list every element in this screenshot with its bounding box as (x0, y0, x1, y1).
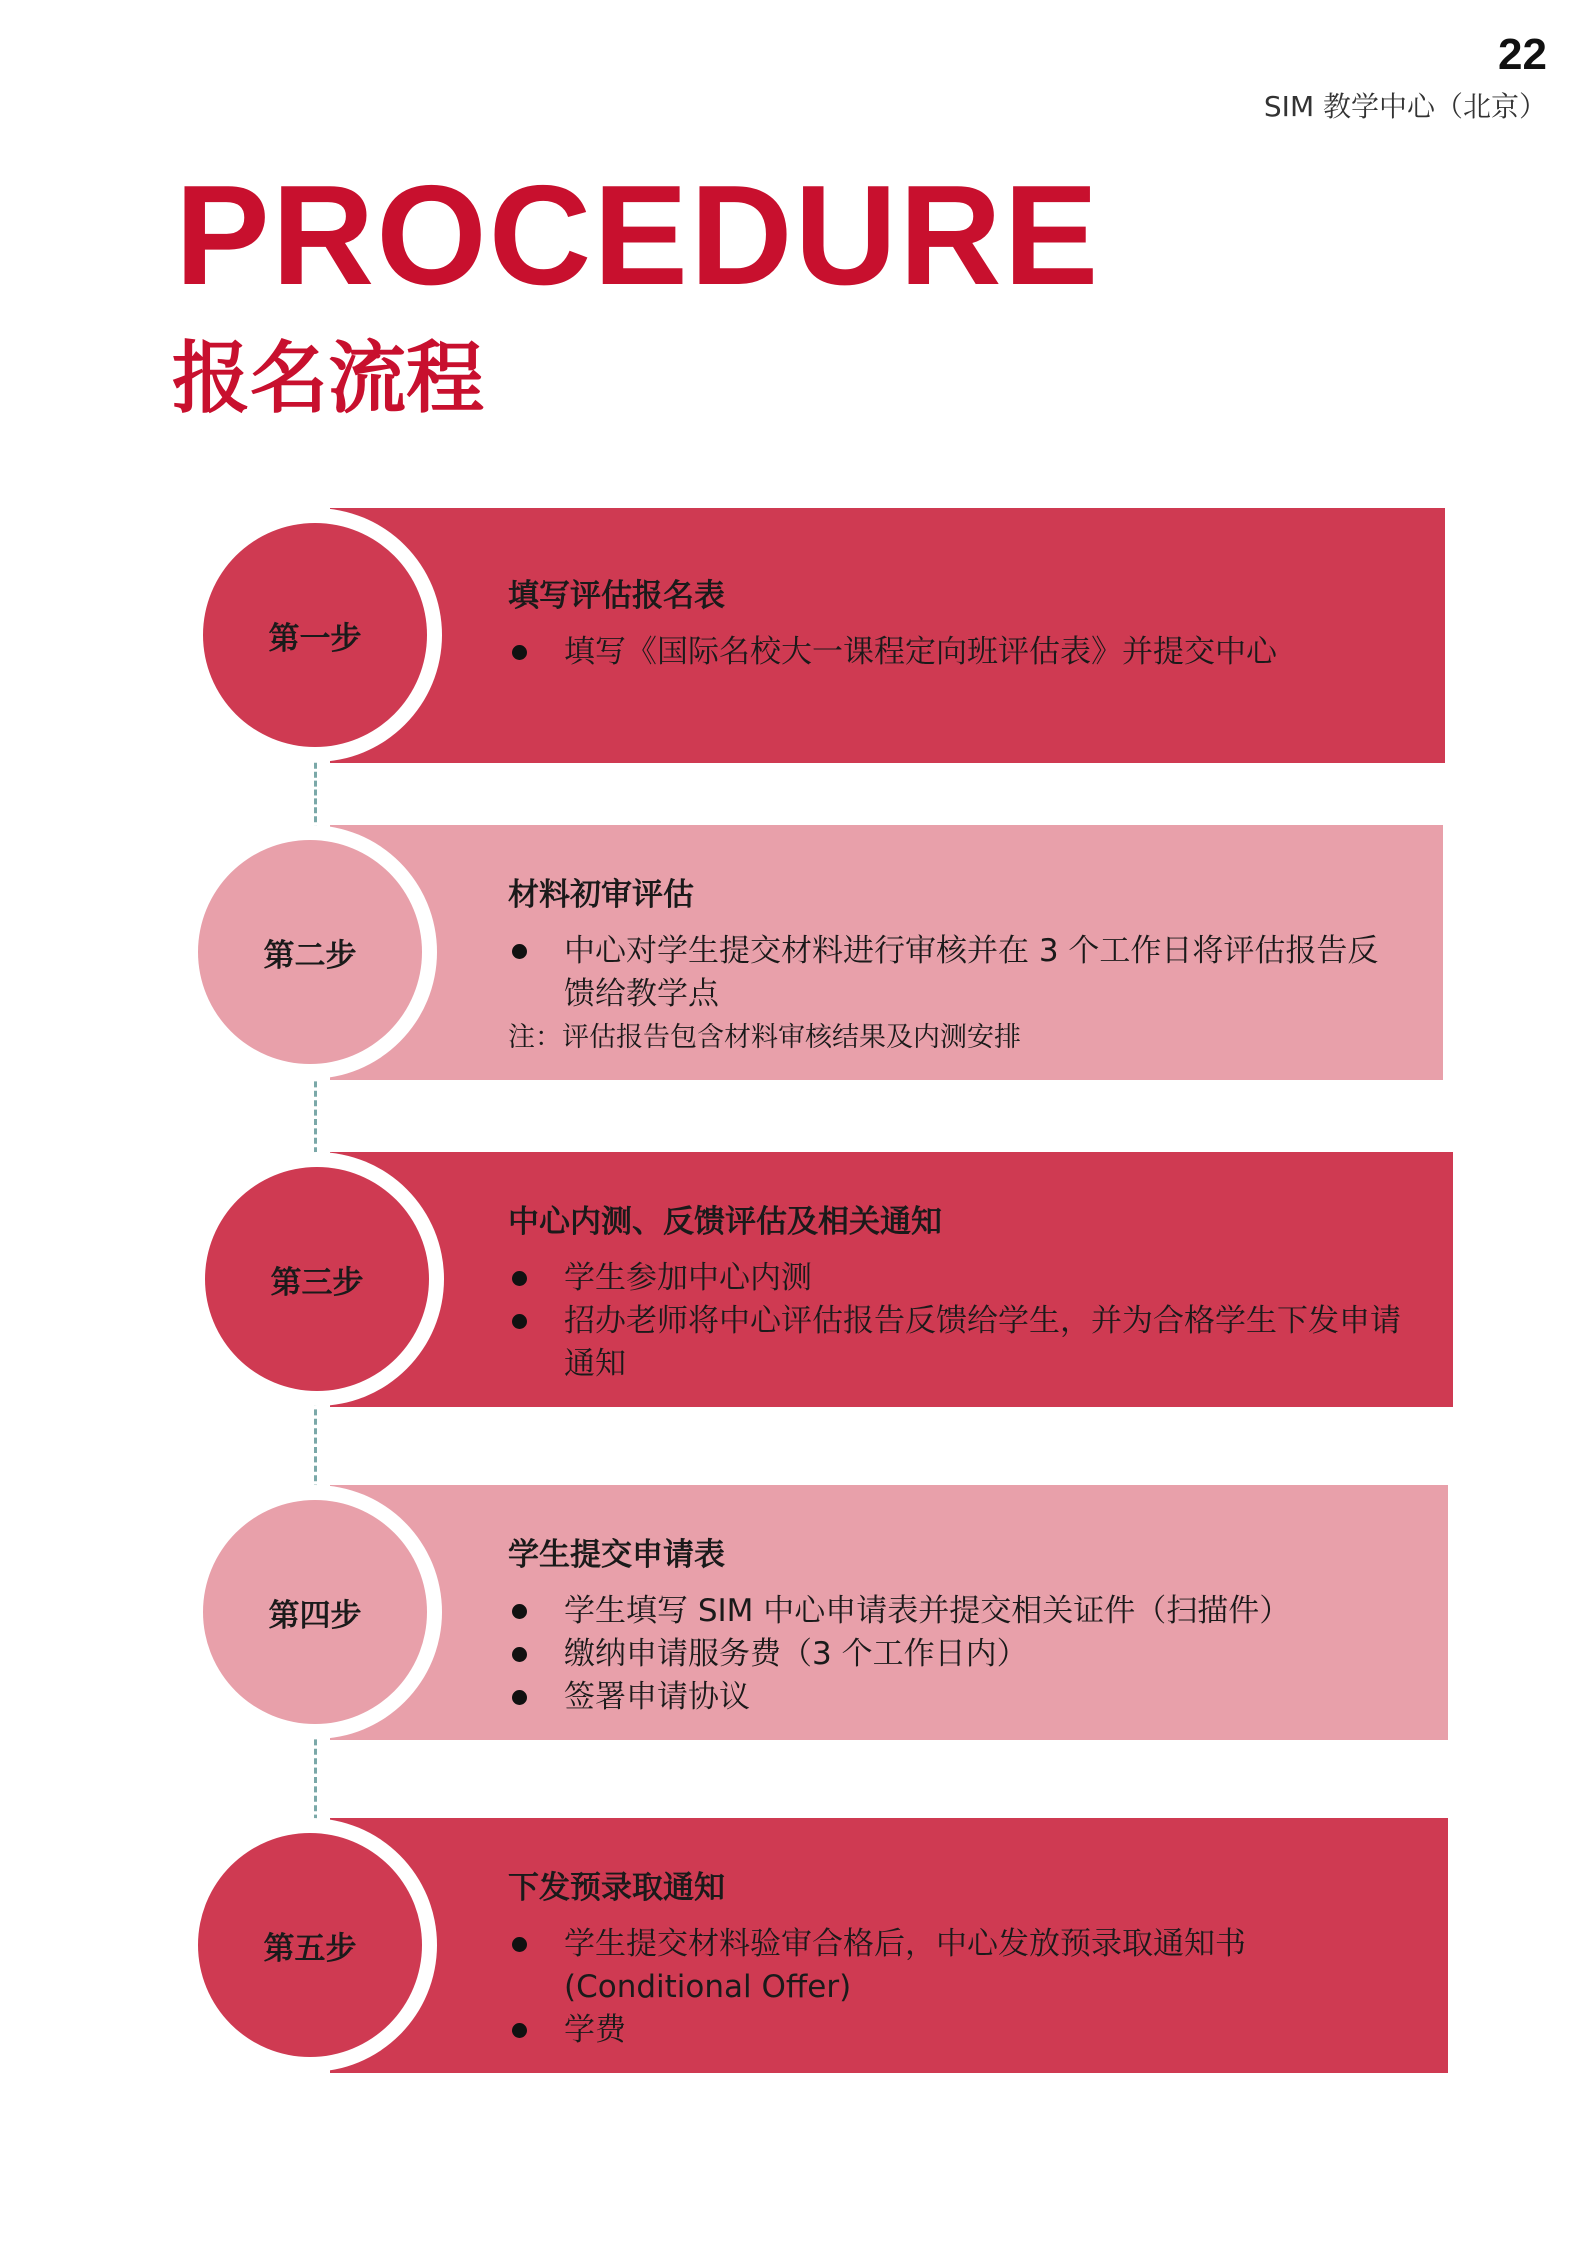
step-content (508, 1862, 1388, 2052)
step-2 (0, 825, 1587, 1080)
step-heading: 中心内测、反馈评估及相关通知 (508, 1204, 942, 1240)
step-bullets (508, 1257, 1428, 1386)
bullet-item: 中心对学生提交材料进行审核并在 3 个工作日将评估报告反馈给教学点 (508, 930, 1408, 1016)
step-label: 第一步 (268, 620, 362, 657)
step-bullets (508, 1923, 1388, 2052)
page-number: 22 (1498, 30, 1547, 79)
step-heading: 下发预录取通知 (508, 1870, 725, 1906)
bullet-item: 招办老师将中心评估报告反馈给学生，并为合格学生下发申请通知 (508, 1300, 1428, 1386)
step-5 (0, 1818, 1587, 2073)
step-heading: 填写评估报名表 (508, 578, 725, 614)
page-subtitle: 报名流程 (172, 334, 485, 424)
bullet-item: 签署申请协议 (508, 1676, 1428, 1719)
bullet-item: 学生提交材料验审合格后，中心发放预录取通知书(Conditional Offer) (508, 1923, 1388, 2009)
bullet-item: 学生参加中心内测 (508, 1257, 1428, 1300)
step-label: 第三步 (270, 1264, 364, 1301)
bullet-item: 学生填写 SIM 中心申请表并提交相关证件（扫描件） (508, 1590, 1428, 1633)
bullet-item: 缴纳申请服务费（3 个工作日内） (508, 1633, 1428, 1676)
step-heading: 学生提交申请表 (508, 1537, 725, 1573)
step-3 (0, 1152, 1587, 1407)
step-circle (205, 1167, 429, 1391)
step-label: 第五步 (263, 1930, 357, 1967)
step-heading: 材料初审评估 (508, 877, 694, 913)
step-label: 第二步 (263, 937, 357, 974)
step-note: 注：评估报告包含材料审核结果及内测安排 (508, 1022, 1021, 1053)
step-circle (203, 523, 427, 747)
step-bullets (508, 631, 1408, 674)
page-title: PROCEDURE (175, 156, 1101, 315)
bullet-item: 填写《国际名校大一课程定向班评估表》并提交中心 (508, 631, 1408, 674)
bullet-item: 学费 (508, 2009, 1388, 2052)
step-circle (198, 1833, 422, 2057)
step-bullets (508, 1590, 1428, 1719)
connector-line (314, 1730, 317, 1830)
step-circle (203, 1500, 427, 1724)
step-content (508, 1529, 1428, 1719)
step-1 (0, 508, 1587, 763)
org-name: SIM 教学中心（北京） (1263, 90, 1547, 123)
step-content (508, 1196, 1428, 1386)
step-circle (198, 840, 422, 1064)
step-bullets (508, 930, 1408, 1016)
step-4 (0, 1485, 1587, 1740)
step-content (508, 570, 1408, 674)
step-label: 第四步 (268, 1597, 362, 1634)
step-content (508, 869, 1408, 1058)
